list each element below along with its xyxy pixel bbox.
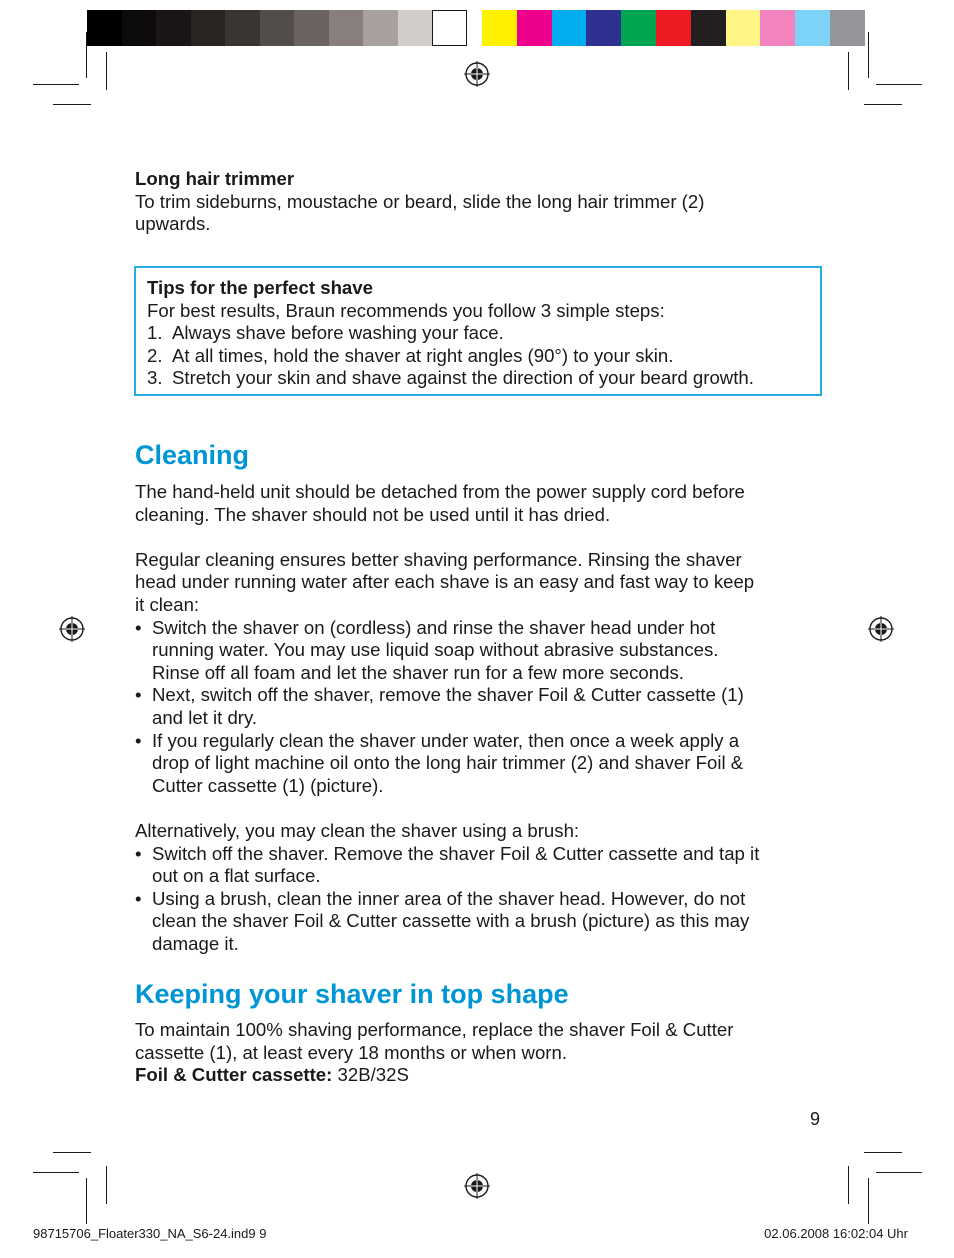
- step-text: At all times, hold the shaver at right angles (90°) to your skin.: [172, 344, 674, 366]
- step-text: Stretch your skin and shave against the direction of your beard growth.: [172, 367, 754, 389]
- color-swatch: [552, 10, 587, 46]
- color-swatch: [760, 10, 795, 46]
- crop-mark: [106, 52, 107, 90]
- step-number: 1.: [147, 322, 163, 344]
- registration-target-icon: [464, 61, 490, 87]
- color-swatch: [156, 10, 191, 46]
- part-label: Foil & Cutter cassette:: [135, 1064, 333, 1086]
- tips-box: [134, 266, 822, 396]
- tips-step: [147, 345, 809, 368]
- color-swatch: [87, 10, 122, 46]
- crop-mark: [864, 1152, 902, 1153]
- list-item-line: drop of light machine oil onto the long hair trimmer (2) and shaver Foil &: [152, 752, 744, 774]
- brush-bullet-list: [135, 843, 825, 956]
- step-number: 3.: [147, 367, 163, 389]
- list-item-line: Rinse off all foam and let the shaver run for a few more seconds.: [152, 661, 684, 683]
- color-swatch: [363, 10, 398, 46]
- list-item: [135, 617, 825, 685]
- crop-mark: [33, 1172, 79, 1173]
- trimmer-heading: Long hair trimmer: [135, 168, 295, 189]
- color-swatch: [656, 10, 691, 46]
- step-text: Always shave before washing your face.: [172, 322, 504, 344]
- list-item: [135, 843, 825, 888]
- paragraph-line: it clean:: [135, 593, 200, 615]
- list-item: [135, 888, 825, 956]
- paragraph-line: Alternatively, you may clean the shaver using a brush:: [135, 819, 580, 841]
- cleaning-bullet-list: [135, 617, 825, 798]
- paragraph-line: Regular cleaning ensures better shaving performance. Rinsing the shaver: [135, 548, 742, 570]
- page-number: 9: [809, 1109, 820, 1129]
- trimmer-text-line: upwards.: [135, 213, 211, 235]
- color-swatch: [329, 10, 364, 46]
- crop-mark: [868, 32, 869, 78]
- crop-mark: [848, 52, 849, 90]
- bullet-mark: •: [135, 616, 142, 638]
- registration-target-icon: [868, 616, 894, 642]
- part-number-line: [135, 1064, 825, 1087]
- cleaning-heading: Cleaning: [135, 440, 250, 470]
- trimmer-text-line: To trim sideburns, moustache or beard, slide the long hair trimmer (2): [135, 190, 705, 212]
- list-item-line: and let it dry.: [152, 706, 258, 728]
- crop-mark: [86, 1178, 87, 1224]
- crop-mark: [876, 1172, 922, 1173]
- color-swatch: [726, 10, 761, 46]
- color-swatch: [122, 10, 157, 46]
- crop-mark: [53, 104, 91, 105]
- list-item-line: damage it.: [152, 932, 239, 954]
- color-swatch: [432, 10, 467, 46]
- list-item: [135, 684, 825, 729]
- color-swatch: [482, 10, 517, 46]
- part-value: 32B/32S: [332, 1064, 409, 1086]
- list-item-line: Cutter cassette (1) (picture).: [152, 774, 384, 796]
- color-swatch: [294, 10, 329, 46]
- color-swatch: [191, 10, 226, 46]
- list-item-line: Switch off the shaver. Remove the shaver Foil & Cutter cassette and tap it: [152, 842, 760, 864]
- crop-mark: [33, 84, 79, 85]
- crop-mark: [876, 84, 922, 85]
- registration-target-icon: [464, 1173, 490, 1199]
- list-item-line: Next, switch off the shaver, remove the shaver Foil & Cutter cassette (1): [152, 684, 744, 706]
- tips-intro: For best results, Braun recommends you follow 3 simple steps:: [147, 299, 665, 321]
- list-item-line: out on a flat surface.: [152, 865, 321, 887]
- list-item: [135, 730, 825, 798]
- paragraph-line: cleaning. The shaver should not be used until it has dried.: [135, 503, 611, 525]
- tips-step: [147, 367, 809, 390]
- color-swatch: [621, 10, 656, 46]
- paragraph-line: head under running water after each shave is an easy and fast way to keep: [135, 571, 755, 593]
- list-item-line: Switch the shaver on (cordless) and rinse the shaver head under hot: [152, 616, 716, 638]
- paragraph-line: To maintain 100% shaving performance, replace the shaver Foil & Cutter: [135, 1019, 734, 1040]
- crop-mark: [864, 104, 902, 105]
- list-item-line: running water. You may use liquid soap without abrasive substances.: [152, 639, 719, 661]
- paragraph-line: cassette (1), at least every 18 months or when worn.: [135, 1041, 567, 1063]
- color-swatch: [586, 10, 621, 46]
- crop-mark: [848, 1166, 849, 1204]
- bullet-mark: •: [135, 729, 142, 751]
- color-swatch: [517, 10, 552, 46]
- grayscale-color-bar: [87, 10, 467, 46]
- bullet-mark: •: [135, 842, 142, 864]
- color-swatch: [398, 10, 433, 46]
- crop-mark: [106, 1166, 107, 1204]
- trimmer-section: [135, 168, 825, 236]
- footer-file-info: 98715706_Floater330_NA_S6-24.ind9 9: [33, 1226, 267, 1241]
- registration-target-icon: [59, 616, 85, 642]
- color-swatch: [830, 10, 865, 46]
- list-item-line: clean the shaver Foil & Cutter cassette with a brush (picture) as this may: [152, 910, 750, 932]
- bullet-mark: •: [135, 684, 142, 706]
- color-swatch: [225, 10, 260, 46]
- crop-mark: [868, 1178, 869, 1224]
- maintenance-section: [135, 979, 825, 1087]
- paragraph-line: The hand-held unit should be detached from the power supply cord before: [135, 481, 745, 502]
- color-swatch: [691, 10, 726, 46]
- color-swatch: [795, 10, 830, 46]
- list-item-line: If you regularly clean the shaver under water, then once a week apply a: [152, 729, 740, 751]
- bullet-mark: •: [135, 887, 142, 909]
- tips-heading: Tips for the perfect shave: [147, 277, 373, 298]
- tips-step: [147, 322, 809, 345]
- list-item-line: Using a brush, clean the inner area of the shaver head. However, do not: [152, 887, 746, 909]
- cleaning-section: [135, 440, 825, 955]
- maintenance-heading: Keeping your shaver in top shape: [135, 979, 569, 1009]
- process-color-bar: [482, 10, 865, 46]
- color-swatch: [260, 10, 295, 46]
- crop-mark: [53, 1152, 91, 1153]
- crop-mark: [86, 32, 87, 78]
- step-number: 2.: [147, 344, 163, 366]
- footer-timestamp: 02.06.2008 16:02:04 Uhr: [764, 1226, 908, 1241]
